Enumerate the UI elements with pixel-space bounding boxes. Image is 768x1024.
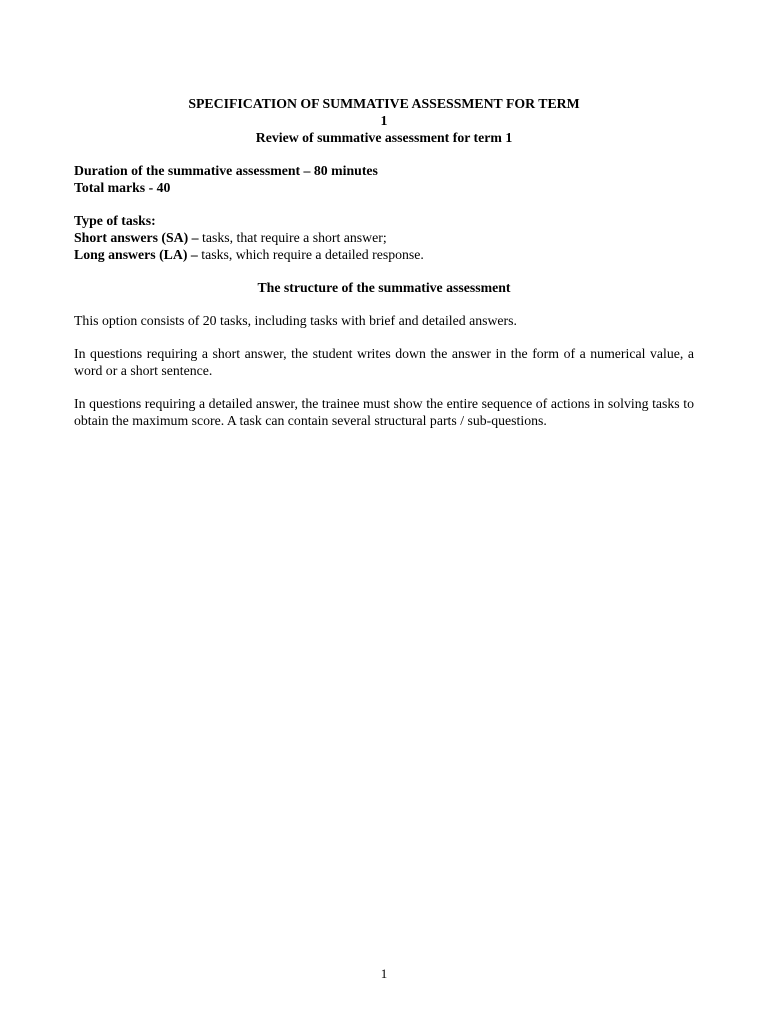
structure-paragraph-1: This option consists of 20 tasks, including tasks with brief and detailed answers.	[74, 313, 517, 328]
document-page	[74, 95, 694, 429]
task-types-heading: Type of tasks:	[74, 213, 156, 228]
short-answers-line	[74, 229, 694, 246]
long-answers-line	[74, 246, 694, 263]
long-answers-label: Long answers (LA) –	[74, 247, 198, 262]
short-answers-label: Short answers (SA) –	[74, 230, 199, 245]
page-number: 1	[380, 966, 388, 981]
structure-paragraph-2: In questions requiring a short answer, the student writes down the answer in the form of a numerical value, a word or a short sentence.	[74, 346, 694, 378]
duration-line: Duration of the summative assessment – 80 minutes	[74, 163, 378, 178]
structure-heading: The structure of the summative assessment	[257, 280, 511, 295]
total-marks-line: Total marks - 40	[74, 180, 171, 195]
structure-paragraph-3: In questions requiring a detailed answer, the trainee must show the entire sequence of actions in solving tasks to obtain the maximum score. A task can contain several structural parts / sub-questions.	[74, 396, 694, 428]
document-subtitle: Review of summative assessment for term 1	[255, 130, 513, 145]
document-title-term-number: 1	[380, 113, 388, 128]
document-title: SPECIFICATION OF SUMMATIVE ASSESSMENT FOR TERM	[188, 96, 580, 111]
long-answers-text: tasks, which require a detailed response.	[197, 247, 424, 262]
short-answers-text: tasks, that require a short answer;	[198, 230, 387, 245]
